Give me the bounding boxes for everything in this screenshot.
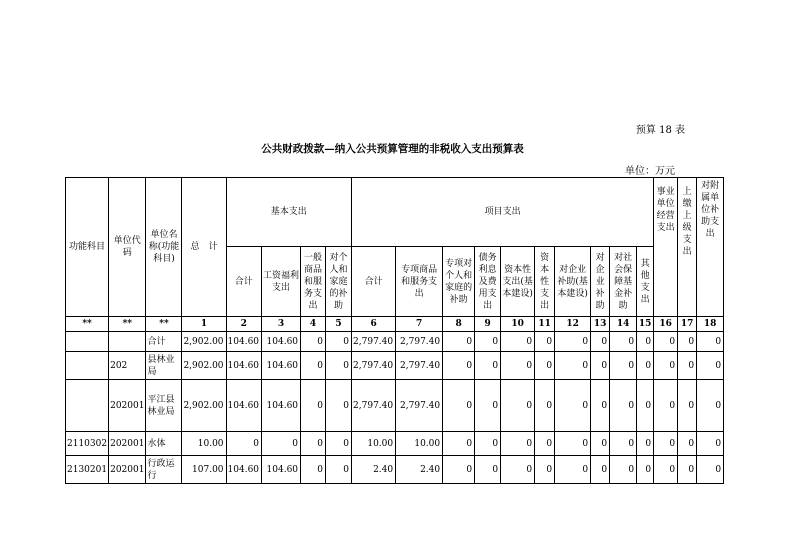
value-cell: 2,797.40 — [352, 352, 396, 380]
value-cell: 2,797.40 — [396, 380, 443, 432]
value-cell: 0 — [591, 380, 610, 432]
value-cell: 0 — [610, 352, 637, 380]
col-total: 总 计 — [182, 178, 226, 317]
value-cell: 0 — [654, 352, 678, 380]
value-cell: 0 — [678, 456, 697, 484]
value-cell: 0 — [678, 352, 697, 380]
col-basic: 基本支出 — [226, 178, 352, 247]
index-cell: ** — [146, 317, 182, 332]
value-cell: 0 — [501, 456, 535, 484]
table-row — [66, 352, 724, 380]
value-cell: 104.60 — [262, 380, 301, 432]
value-cell: 0 — [555, 432, 591, 456]
index-cell: 4 — [301, 317, 326, 332]
index-cell: 18 — [697, 317, 724, 332]
value-cell: 2,902.00 — [182, 332, 226, 352]
index-cell: 11 — [535, 317, 555, 332]
value-cell: 10.00 — [396, 432, 443, 456]
value-cell: 0 — [654, 432, 678, 456]
value-cell: 0 — [443, 432, 475, 456]
value-cell: 0 — [654, 380, 678, 432]
value-cell: 2,797.40 — [396, 332, 443, 352]
value-cell: 0 — [610, 432, 637, 456]
func-code-cell: 2110302 — [66, 432, 109, 456]
value-cell: 0 — [555, 456, 591, 484]
value-cell: 0 — [591, 352, 610, 380]
index-cell: 2 — [226, 317, 262, 332]
value-cell: 0 — [654, 456, 678, 484]
value-cell: 0 — [475, 332, 501, 352]
col-basic-sum: 合计 — [226, 247, 262, 317]
unit-name-cell: 行政运行 — [146, 456, 182, 484]
value-cell: 0 — [475, 352, 501, 380]
value-cell: 2.40 — [352, 456, 396, 484]
index-cell: 8 — [443, 317, 475, 332]
col-personal: 对个人和家庭的补助 — [326, 247, 352, 317]
value-cell: 0 — [443, 380, 475, 432]
value-cell: 0 — [697, 332, 724, 352]
index-cell: 12 — [555, 317, 591, 332]
value-cell: 2,797.40 — [396, 352, 443, 380]
col-func-code: 功能科目 — [66, 178, 109, 317]
value-cell: 2,797.40 — [352, 332, 396, 352]
unit-code-cell: 202 — [109, 352, 146, 380]
value-cell: 0 — [637, 332, 654, 352]
value-cell: 0 — [301, 352, 326, 380]
index-cell: ** — [109, 317, 146, 332]
value-cell: 0 — [555, 332, 591, 352]
index-cell: 15 — [637, 317, 654, 332]
value-cell: 104.60 — [262, 352, 301, 380]
value-cell: 0 — [501, 352, 535, 380]
unit-name-cell: 水体 — [146, 432, 182, 456]
col-capital-basic: 资本性支出(基本建设) — [501, 247, 535, 317]
index-cell: 5 — [326, 317, 352, 332]
col-other: 其他支出 — [637, 247, 654, 317]
col-salary: 工资福利支出 — [262, 247, 301, 317]
value-cell: 0 — [535, 432, 555, 456]
value-cell: 0 — [678, 332, 697, 352]
value-cell: 0 — [591, 456, 610, 484]
value-cell: 2.40 — [396, 456, 443, 484]
col-social: 对社会保障基金补助 — [610, 247, 637, 317]
value-cell: 107.00 — [182, 456, 226, 484]
value-cell: 0 — [591, 432, 610, 456]
value-cell: 0 — [475, 432, 501, 456]
func-code-cell: 2130201 — [66, 456, 109, 484]
col-capital: 资本性支出 — [535, 247, 555, 317]
unit-name-cell: 县林业局 — [146, 352, 182, 380]
value-cell: 2,902.00 — [182, 380, 226, 432]
value-cell: 0 — [697, 352, 724, 380]
index-cell: 9 — [475, 317, 501, 332]
col-business: 事业单位经营支出 — [654, 178, 678, 317]
value-cell: 10.00 — [182, 432, 226, 456]
value-cell: 0 — [610, 332, 637, 352]
unit-name-cell: 平江县林业局 — [146, 380, 182, 432]
value-cell: 0 — [555, 380, 591, 432]
col-project: 项目支出 — [352, 178, 654, 247]
index-cell: 3 — [262, 317, 301, 332]
value-cell: 104.60 — [226, 380, 262, 432]
value-cell: 0 — [610, 456, 637, 484]
col-unit-name: 单位名称(功能科目) — [146, 178, 182, 317]
value-cell: 0 — [697, 456, 724, 484]
unit-code-cell — [109, 332, 146, 352]
value-cell: 0 — [637, 380, 654, 432]
col-enterprise-basic: 对企业补助(基本建设) — [555, 247, 591, 317]
value-cell: 0 — [637, 456, 654, 484]
table-row — [66, 432, 724, 456]
col-unit-code: 单位代码 — [109, 178, 146, 317]
value-cell: 0 — [326, 456, 352, 484]
value-cell: 104.60 — [262, 332, 301, 352]
unit-code-cell: 202001 — [109, 456, 146, 484]
col-project-personal: 专项对个人和家庭的补助 — [443, 247, 475, 317]
col-goods: 一般商品和服务支出 — [301, 247, 326, 317]
index-cell: 17 — [678, 317, 697, 332]
form-number: 预算 18 表 — [635, 125, 685, 136]
value-cell: 0 — [535, 456, 555, 484]
budget-table — [65, 177, 724, 484]
value-cell: 0 — [326, 352, 352, 380]
value-cell: 104.60 — [226, 352, 262, 380]
value-cell: 0 — [326, 332, 352, 352]
value-cell: 0 — [555, 352, 591, 380]
index-cell: 14 — [610, 317, 637, 332]
value-cell: 0 — [262, 432, 301, 456]
value-cell: 0 — [535, 332, 555, 352]
value-cell: 104.60 — [226, 332, 262, 352]
table-row — [66, 456, 724, 484]
unit-name-cell: 合计 — [146, 332, 182, 352]
value-cell: 0 — [326, 432, 352, 456]
unit-code-cell: 202001 — [109, 432, 146, 456]
index-cell: 1 — [182, 317, 226, 332]
value-cell: 0 — [535, 352, 555, 380]
value-cell: 0 — [637, 432, 654, 456]
value-cell: 0 — [697, 432, 724, 456]
value-cell: 0 — [301, 380, 326, 432]
table-row — [66, 380, 724, 432]
value-cell: 0 — [443, 352, 475, 380]
value-cell: 104.60 — [262, 456, 301, 484]
value-cell: 0 — [697, 380, 724, 432]
value-cell: 0 — [654, 332, 678, 352]
value-cell: 0 — [610, 380, 637, 432]
value-cell: 0 — [301, 332, 326, 352]
index-cell: 10 — [501, 317, 535, 332]
index-cell: 6 — [352, 317, 396, 332]
value-cell: 0 — [301, 456, 326, 484]
value-cell: 0 — [475, 380, 501, 432]
index-cell: 13 — [591, 317, 610, 332]
col-debt: 债务利息及费用支出 — [475, 247, 501, 317]
value-cell: 0 — [443, 332, 475, 352]
col-upper: 上缴上级支出 — [678, 178, 697, 317]
page-title: 公共财政拨款—纳入公共预算管理的非税收入支出预算表 — [261, 143, 524, 155]
value-cell: 2,902.00 — [182, 352, 226, 380]
unit-code-cell: 202001 — [109, 380, 146, 432]
table-row — [66, 332, 724, 352]
value-cell: 0 — [678, 380, 697, 432]
value-cell: 0 — [501, 332, 535, 352]
value-cell: 0 — [535, 380, 555, 432]
func-code-cell — [66, 352, 109, 380]
value-cell: 0 — [591, 332, 610, 352]
func-code-cell — [66, 380, 109, 432]
value-cell: 2,797.40 — [352, 380, 396, 432]
col-special: 专项商品和服务支出 — [396, 247, 443, 317]
value-cell: 0 — [226, 432, 262, 456]
header-row-1 — [66, 178, 724, 247]
value-cell: 0 — [678, 432, 697, 456]
value-cell: 0 — [501, 432, 535, 456]
value-cell: 0 — [443, 456, 475, 484]
col-subsidiary: 对附属单位补助支出 — [697, 178, 724, 317]
func-code-cell — [66, 332, 109, 352]
value-cell: 0 — [326, 380, 352, 432]
value-cell: 0 — [637, 352, 654, 380]
index-cell: ** — [66, 317, 109, 332]
value-cell: 0 — [301, 432, 326, 456]
value-cell: 0 — [475, 456, 501, 484]
index-cell: 16 — [654, 317, 678, 332]
col-enterprise: 对企业补助 — [591, 247, 610, 317]
index-row — [66, 317, 724, 332]
value-cell: 104.60 — [226, 456, 262, 484]
col-project-sum: 合计 — [352, 247, 396, 317]
value-cell: 0 — [501, 380, 535, 432]
unit-label: 单位：万元 — [625, 166, 675, 177]
index-cell: 7 — [396, 317, 443, 332]
value-cell: 10.00 — [352, 432, 396, 456]
